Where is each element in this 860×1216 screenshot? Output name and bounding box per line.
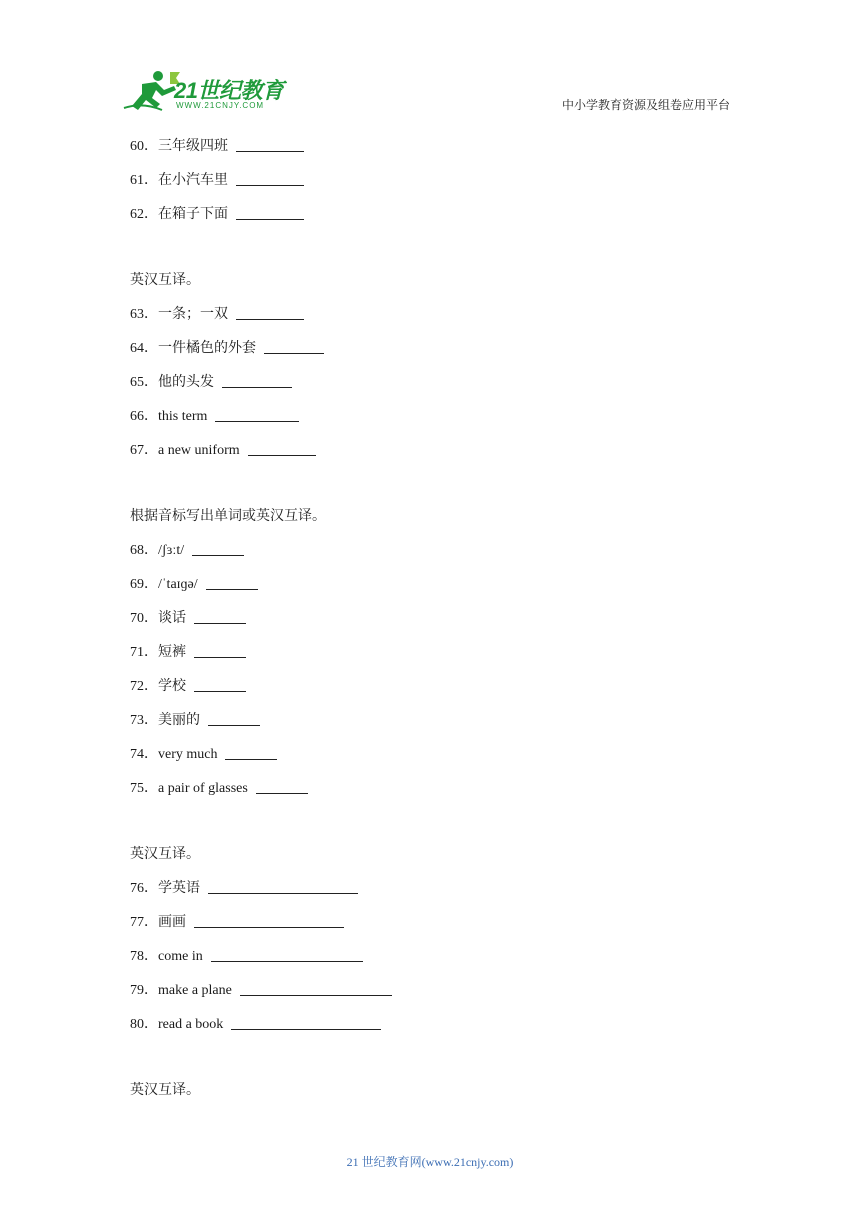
question-item xyxy=(130,642,750,676)
question-item xyxy=(130,710,750,744)
answer-blank[interactable] xyxy=(194,609,246,624)
question-item xyxy=(130,406,750,440)
header-tagline: 中小学教育资源及组卷应用平台 xyxy=(561,98,730,112)
answer-blank[interactable] xyxy=(225,745,277,760)
question-text: 学英语 xyxy=(158,881,200,896)
answer-blank[interactable] xyxy=(248,441,316,456)
answer-blank[interactable] xyxy=(236,205,304,220)
section-gap xyxy=(130,238,750,270)
answer-blank[interactable] xyxy=(194,677,246,692)
question-text: come in xyxy=(158,949,203,964)
answer-blank[interactable] xyxy=(236,171,304,186)
section-gap xyxy=(130,474,750,506)
question-text: read a book xyxy=(158,1017,224,1032)
question-item xyxy=(130,912,750,946)
question-number: 70． xyxy=(130,611,158,626)
question-number: 76． xyxy=(130,881,158,896)
section-gap xyxy=(130,812,750,844)
answer-blank[interactable] xyxy=(256,779,308,794)
section-gap xyxy=(130,1048,750,1080)
site-logo[interactable] xyxy=(122,68,292,116)
question-text: 短裤 xyxy=(158,645,186,660)
question-number: 78． xyxy=(130,949,158,964)
question-number: 62． xyxy=(130,207,158,222)
question-number: 63． xyxy=(130,307,158,322)
question-item xyxy=(130,440,750,474)
question-item xyxy=(130,338,750,372)
question-text: 三年级四班 xyxy=(158,139,228,154)
answer-blank[interactable] xyxy=(208,711,260,726)
question-text: 一件橘色的外套 xyxy=(158,341,256,356)
question-item xyxy=(130,744,750,778)
page-footer[interactable]: 21 世纪教育网(www.21cnjy.com) xyxy=(346,1155,514,1169)
section-title: 英汉互译。 xyxy=(130,273,200,288)
question-text: 学校 xyxy=(158,679,186,694)
answer-blank[interactable] xyxy=(206,575,258,590)
question-text: 美丽的 xyxy=(158,713,200,728)
question-item xyxy=(130,204,750,238)
question-text: /ʃɜːt/ xyxy=(158,543,185,558)
question-item xyxy=(130,540,750,574)
question-item xyxy=(130,304,750,338)
answer-blank[interactable] xyxy=(264,339,324,354)
question-item xyxy=(130,676,750,710)
section-title: 根据音标写出单词或英汉互译。 xyxy=(130,509,326,524)
question-number: 64． xyxy=(130,341,158,356)
section-title: 英汉互译。 xyxy=(130,1083,200,1098)
question-item xyxy=(130,372,750,406)
question-text: 他的头发 xyxy=(158,375,214,390)
question-text: a new uniform xyxy=(158,443,240,458)
question-item xyxy=(130,878,750,912)
exercise-content xyxy=(130,136,750,1114)
logo-url: WWW.21CNJY.COM xyxy=(176,101,265,110)
answer-blank[interactable] xyxy=(194,643,246,658)
answer-blank[interactable] xyxy=(240,981,392,996)
question-number: 77． xyxy=(130,915,158,930)
question-item xyxy=(130,170,750,204)
question-text: 在箱子下面 xyxy=(158,207,228,222)
section-title: 英汉互译。 xyxy=(130,847,200,862)
question-item xyxy=(130,980,750,1014)
question-text: a pair of glasses xyxy=(158,781,248,796)
question-item xyxy=(130,574,750,608)
question-number: 68． xyxy=(130,543,158,558)
question-text: /ˈtaɪɡə/ xyxy=(158,577,198,592)
question-number: 75． xyxy=(130,781,158,796)
answer-blank[interactable] xyxy=(215,407,299,422)
question-number: 72． xyxy=(130,679,158,694)
question-number: 66． xyxy=(130,409,158,424)
question-number: 80． xyxy=(130,1017,158,1032)
question-number: 74． xyxy=(130,747,158,762)
question-text: make a plane xyxy=(158,983,232,998)
question-number: 67． xyxy=(130,443,158,458)
question-text: this term xyxy=(158,409,208,424)
question-number: 69． xyxy=(130,577,158,592)
question-item xyxy=(130,946,750,980)
question-number: 65． xyxy=(130,375,158,390)
answer-blank[interactable] xyxy=(236,137,304,152)
question-item xyxy=(130,136,750,170)
answer-blank[interactable] xyxy=(211,947,363,962)
answer-blank[interactable] xyxy=(222,373,292,388)
answer-blank[interactable] xyxy=(194,913,344,928)
question-number: 71． xyxy=(130,645,158,660)
runner-logo-icon xyxy=(122,68,182,116)
question-item xyxy=(130,1014,750,1048)
answer-blank[interactable] xyxy=(236,305,304,320)
question-item xyxy=(130,608,750,642)
page-header xyxy=(0,0,860,125)
question-number: 79． xyxy=(130,983,158,998)
logo-text: 21世纪教育 xyxy=(174,78,284,103)
question-text: 谈话 xyxy=(158,611,186,626)
question-number: 61． xyxy=(130,173,158,188)
question-number: 60． xyxy=(130,139,158,154)
answer-blank[interactable] xyxy=(231,1015,381,1030)
question-item xyxy=(130,778,750,812)
question-text: 画画 xyxy=(158,915,186,930)
question-text: 在小汽车里 xyxy=(158,173,228,188)
answer-blank[interactable] xyxy=(208,879,358,894)
question-text: very much xyxy=(158,747,218,762)
question-text: 一条；一双 xyxy=(158,307,228,322)
question-number: 73． xyxy=(130,713,158,728)
answer-blank[interactable] xyxy=(192,541,244,556)
